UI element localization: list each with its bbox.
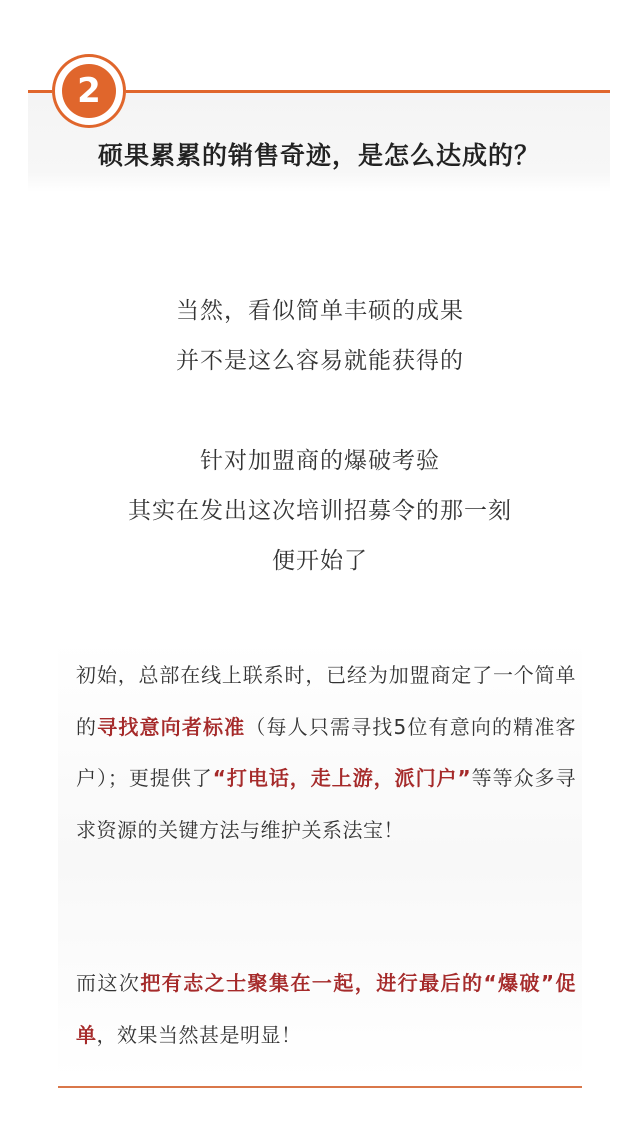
intro-line-2: 并不是这么容易就能获得的 [176,348,464,374]
p1-text-2: （每人只需寻找5位有意向的精准客户）；更提供了 [76,714,577,790]
p1-text-3: 等等众多寻求资源的关键方法与维护关系法宝！ [76,766,577,842]
p1-text-1: 初始，总部在线上联系时，已经为加盟商定了一个简单的 [76,663,576,739]
challenge-text [0,436,640,586]
intro-text [0,286,640,386]
bottom-divider [58,1086,582,1088]
challenge-line-1: 针对加盟商的爆破考验 [200,448,440,474]
section-title: 硕果累累的销售奇迹，是怎么达成的？ [97,141,540,170]
challenge-line-2: 其实在发出这次培训招募令的那一刻 [128,498,512,524]
p2-highlight-1: 把有志之士聚集在一起，进行最后的“爆破”促单 [76,971,577,1047]
info-paragraph-1 [76,650,576,856]
p1-highlight-1: 寻找意向者标准 [97,714,246,739]
section-number-badge: 2 [62,64,116,118]
p2-text-1: 而这次 [76,971,141,995]
p2-text-2: ，效果当然甚是明显！ [96,1022,302,1047]
challenge-line-3: 便开始了 [272,548,368,574]
p1-highlight-2: “打电话，走上游，派门户” [212,766,472,790]
intro-line-1: 当然，看似简单丰硕的成果 [176,298,464,324]
info-paragraph-2 [76,958,576,1061]
